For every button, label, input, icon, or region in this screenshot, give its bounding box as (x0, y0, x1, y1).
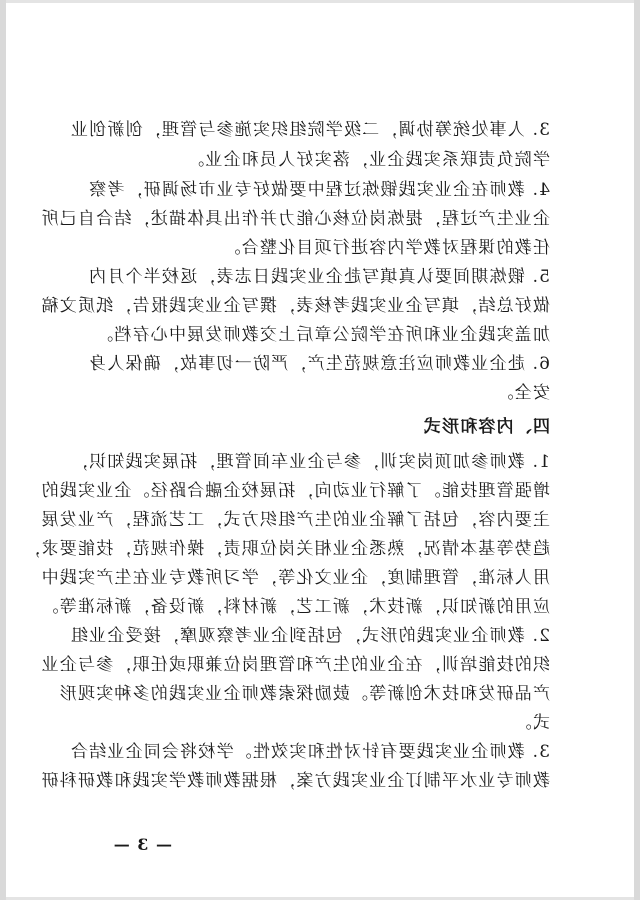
text-line: 企业生产过程，提炼岗位核心能力并作出具体描述，结合自己所 (40, 209, 550, 229)
text-line: 应用的新知识，新技术，新工艺，新材料，新设备，新标准等。 (40, 597, 550, 617)
text-line: 安全。 (495, 383, 550, 403)
text-line: 2. 教师企业实践的形式，包括到企业考察观摩，接受企业组 (69, 626, 550, 646)
text-line: 式。 (513, 713, 550, 733)
text-line: 主要内容，包括了解企业的生产组织方式，工艺流程，产业发展 (40, 510, 550, 530)
text-line: 6. 赴企业教师应注意规范生产，严防一切事故，确保人身 (87, 354, 550, 374)
text-line: 加盖实践企业和所在学院公章后上交教师发展中心存档。 (95, 325, 550, 345)
text-line: 5. 锻炼期间要认真填写赴企业实践日志表，返校半个月内 (87, 267, 550, 287)
text-line: 做好总结，填写企业实践考核表，撰写企业实践报告，纸质文稿 (40, 296, 550, 316)
text-line: 1. 教师参加顶岗实训，参与企业车间管理，拓展实践知识， (69, 452, 550, 472)
text-line: 增强管理技能。了解行业动向，拓展校企融合路径。企业实践的 (40, 481, 550, 501)
text-line: 4. 教师在企业实践锻炼过程中要做好专业市场调研，考察 (87, 180, 550, 200)
section-heading: 四、内容和形式 (422, 417, 550, 437)
text-line: 产品研发和技术创新等。鼓励探索教师企业实践的多种实现形 (58, 684, 550, 704)
text-line: 学院负责联系实践企业，落实好人员和企业。 (186, 150, 550, 170)
text-line: 趋势等基本情况，熟悉企业相关岗位职责，操作规范，技能要求， (22, 539, 550, 559)
page-number: — 3 — (112, 835, 172, 854)
text-line: 3. 人事处统筹协调，二级学院组织实施参与管理，创新创业 (69, 120, 550, 140)
text-line: 用人标准，管理制度，企业文化等，学习所教专业在生产实践中 (40, 568, 550, 588)
text-line: 任教的课程对教学内容进行项目化整合。 (222, 238, 550, 258)
text-line: 教师专业水平制订企业实践方案，根据教师教学实践和教研科研 (40, 771, 550, 791)
text-line: 3. 教师企业实践要有针对性和实效性。学校将会同企业结合 (69, 742, 550, 762)
text-line: 织的技能培训，在企业的生产和管理岗位兼职或任职，参与企业 (40, 655, 550, 675)
